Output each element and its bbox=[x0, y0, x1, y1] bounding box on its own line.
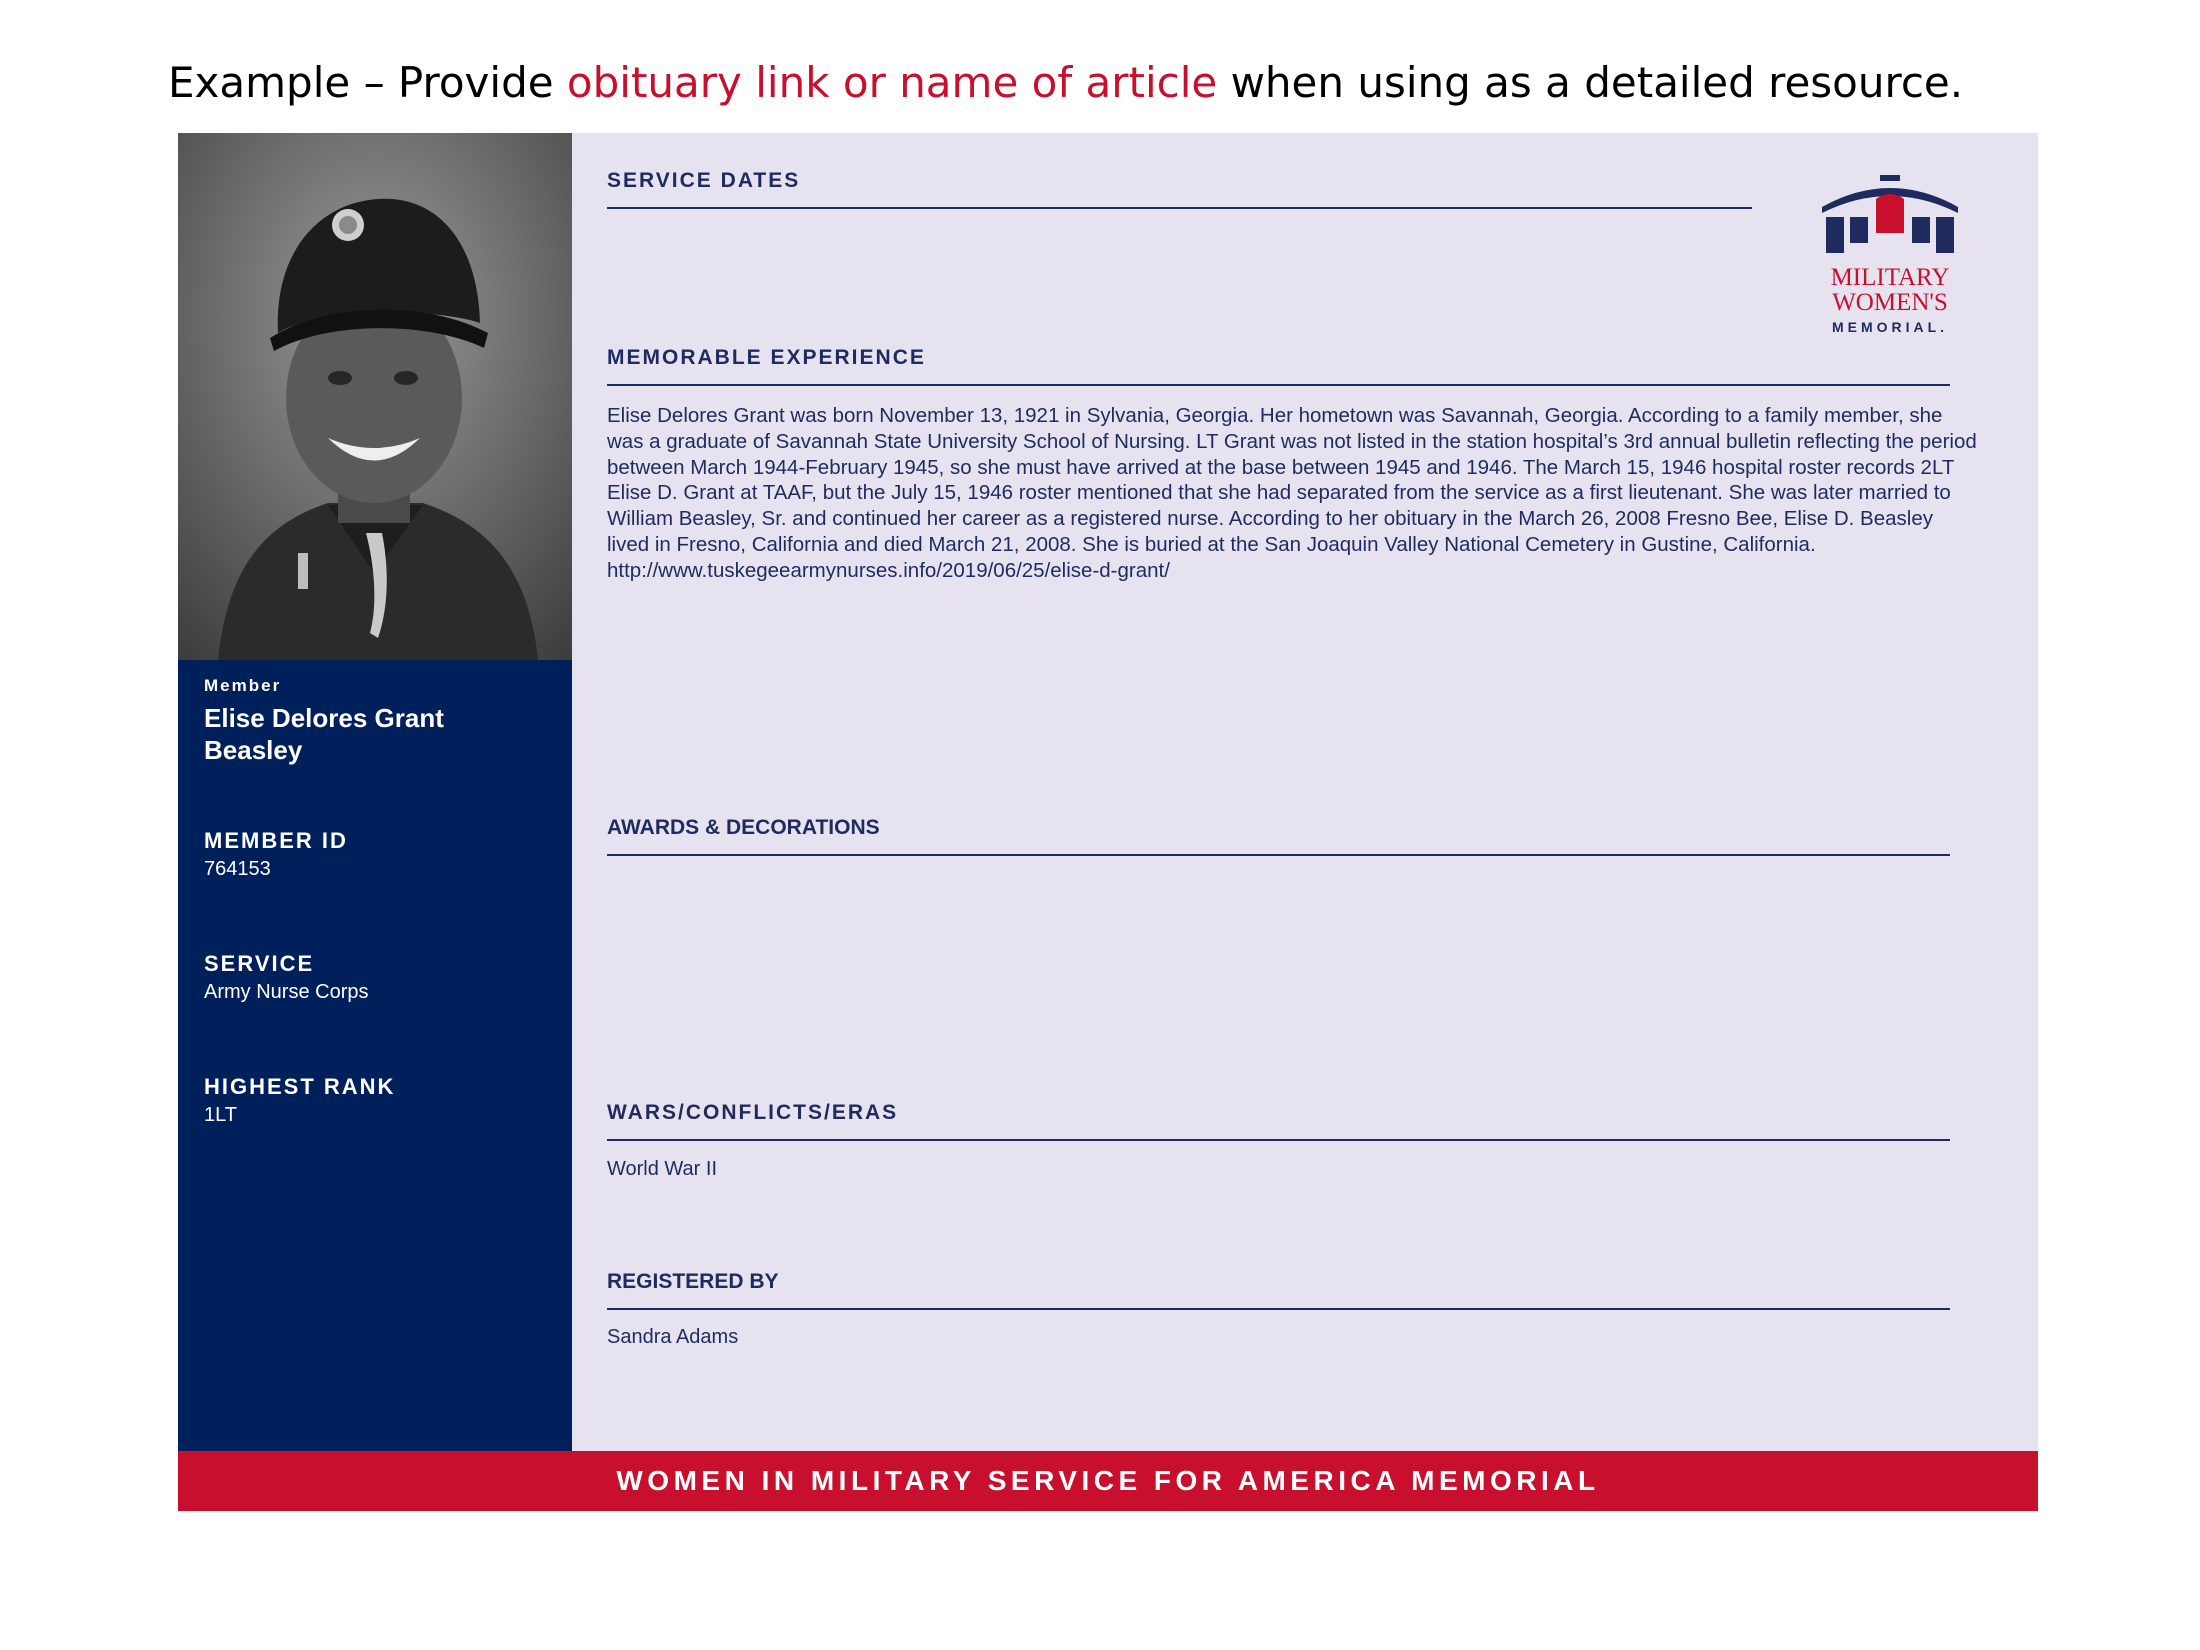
logo-line-1: MILITARY bbox=[1830, 264, 1950, 291]
heading-highlight: obituary link or name of article bbox=[566, 58, 1218, 107]
service-block bbox=[204, 951, 368, 1004]
logo-line-3: MEMORIAL. bbox=[1831, 319, 1949, 335]
memorable-link[interactable]: http://www.tuskegeearmynurses.info/2019/06/25/elise-d-grant/ bbox=[607, 558, 1170, 582]
registered-rule bbox=[607, 1308, 1950, 1310]
memorable-title: MEMORABLE EXPERIENCE bbox=[607, 346, 926, 369]
memorable-paragraph bbox=[607, 403, 1977, 584]
footer-text: WOMEN IN MILITARY SERVICE FOR AMERICA MEMORIAL bbox=[616, 1465, 1600, 1496]
member-card bbox=[178, 133, 2038, 1511]
wars-value: World War II bbox=[607, 1158, 718, 1180]
memorable-text: Elise Delores Grant was born November 13, 1921 in Sylvania, Georgia. Her hometown was Savannah, Georgia. According to a family member, she was a graduate of Savannah State University School of Nursing. LT Grant was not listed in the station hospital’s 3rd annual bulletin reflecting the period between March 1944-February 1945, so she must have arrived at the base between 1945 and 1946. The March 15, 1946 hospital roster records 2LT Elise D. Grant at TAAF, but the July 15, 1946 roster mentioned that she had separated from the service as a first lieutenant. She was later married to William Beasley, Sr. and continued her career as a registered nurse. According to her obituary in the March 26, 2008 Fresno Bee, Elise D. Beasley lived in Fresno, California and died March 21, 2008. She is buried at the San Joaquin Valley National Cemetery in Gustine, California. bbox=[607, 404, 1977, 556]
member-photo bbox=[178, 133, 572, 660]
memorial-building-icon bbox=[1820, 173, 1960, 263]
registered-title: REGISTERED BY bbox=[607, 1270, 779, 1293]
awards-title: AWARDS & DECORATIONS bbox=[607, 816, 880, 839]
memorial-footer-banner bbox=[178, 1451, 2038, 1511]
rank-label: HIGHEST RANK bbox=[204, 1074, 396, 1099]
member-sidebar bbox=[178, 133, 572, 1451]
member-name: Elise Delores Grant Beasley bbox=[204, 703, 444, 765]
registered-value: Sandra Adams bbox=[607, 1326, 739, 1348]
wars-title: WARS/CONFLICTS/ERAS bbox=[607, 1101, 899, 1124]
service-dates-title: SERVICE DATES bbox=[607, 169, 801, 192]
logo-line-2: WOMEN'S bbox=[1832, 289, 1948, 316]
service-label: SERVICE bbox=[204, 951, 315, 976]
service-value: Army Nurse Corps bbox=[204, 981, 369, 1003]
member-label: Member bbox=[204, 676, 282, 695]
member-id-value: 764153 bbox=[204, 858, 271, 880]
member-id-label: MEMBER ID bbox=[204, 828, 348, 853]
rank-block bbox=[204, 1074, 395, 1127]
memorial-logo bbox=[1820, 173, 1960, 343]
member-id-block bbox=[204, 828, 348, 881]
awards-rule bbox=[607, 854, 1950, 856]
service-dates-rule bbox=[607, 207, 1752, 209]
page-heading bbox=[168, 58, 2148, 107]
heading-prefix: Example – Provide bbox=[168, 58, 567, 107]
heading-suffix: when using as a detailed resource. bbox=[1217, 58, 1964, 107]
wars-rule bbox=[607, 1139, 1950, 1141]
member-name-block bbox=[204, 676, 534, 766]
memorable-rule bbox=[607, 384, 1950, 386]
rank-value: 1LT bbox=[204, 1104, 237, 1126]
